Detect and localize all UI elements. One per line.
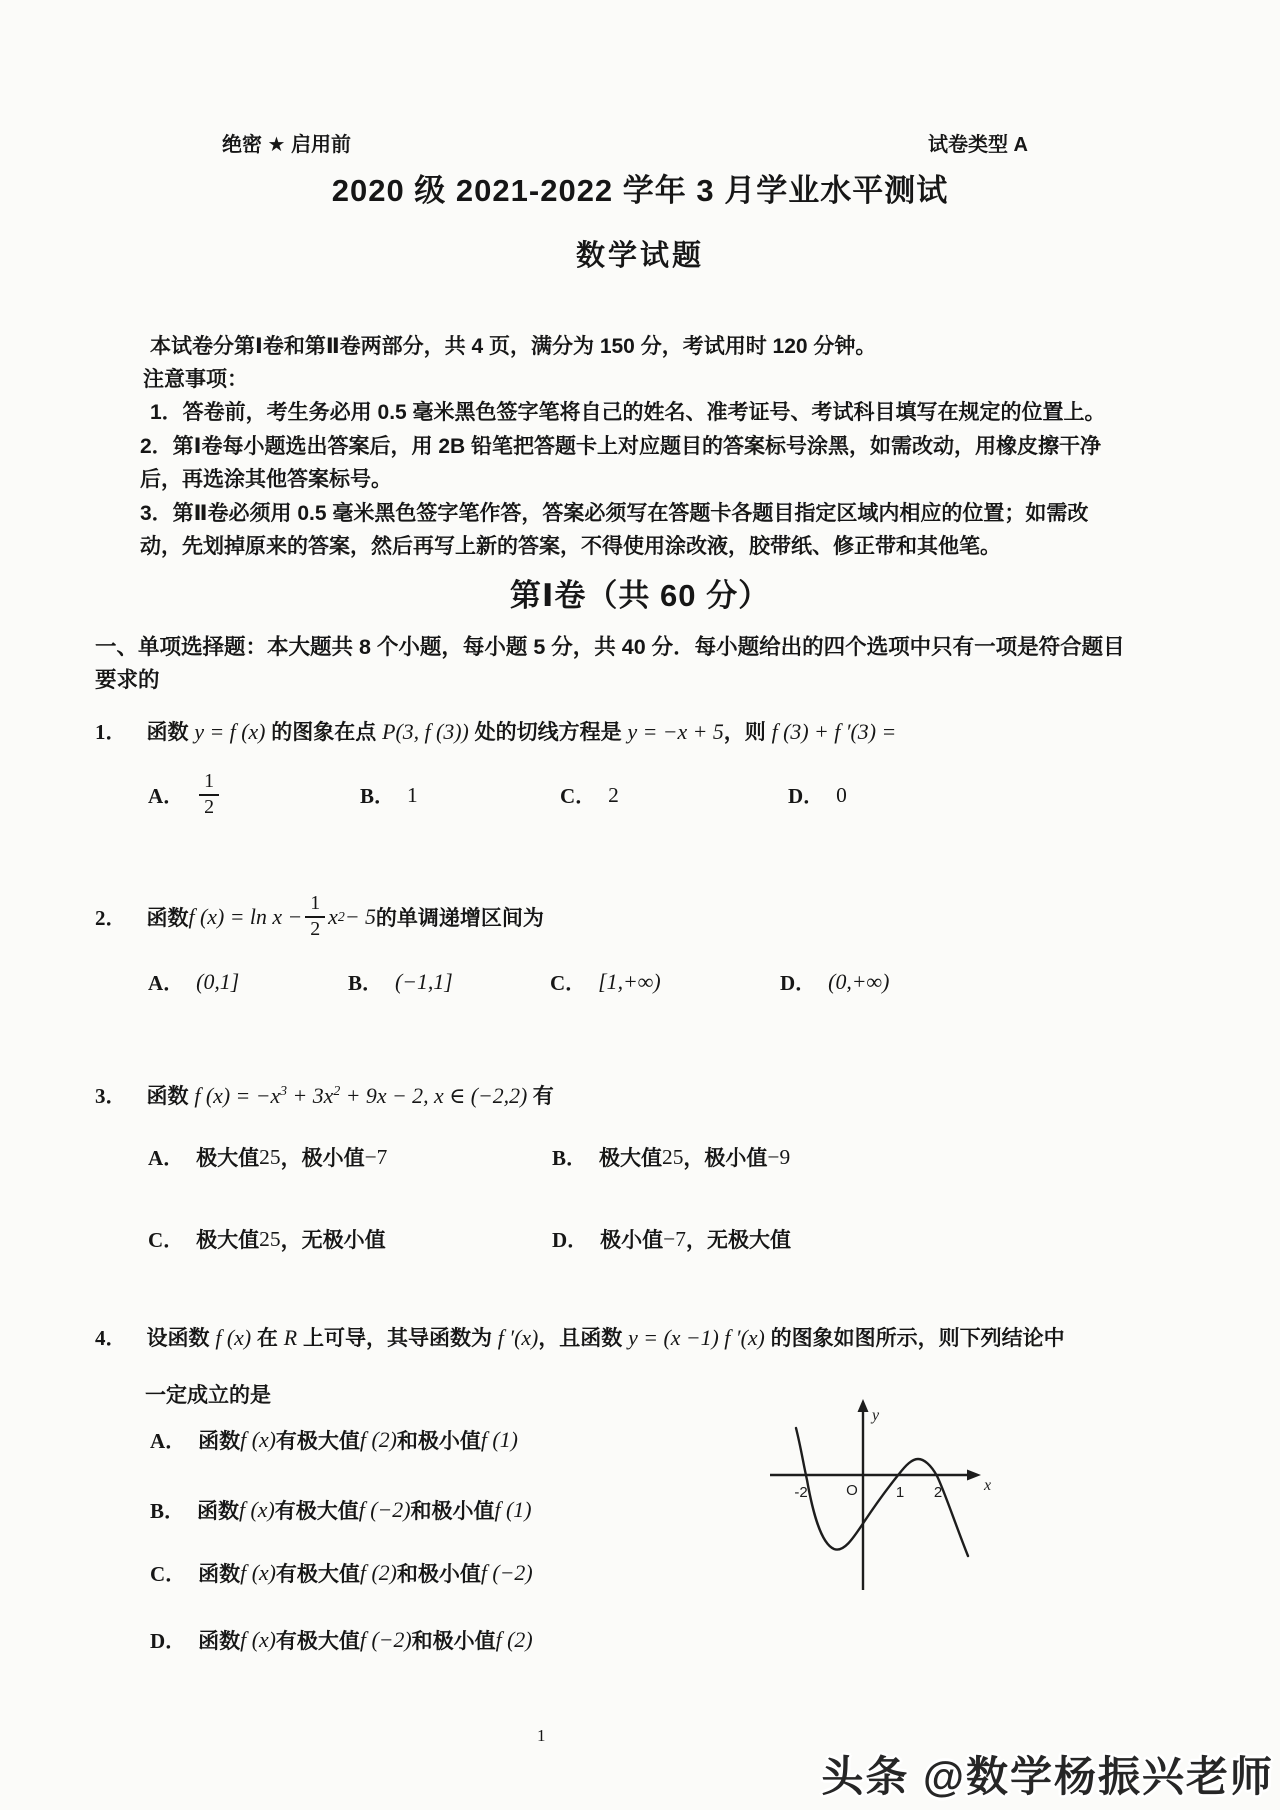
exam-summary: 本试卷分第Ⅰ卷和第Ⅱ卷两部分，共 4 页，满分为 150 分，考试用时 120 分钟。 <box>150 335 877 358</box>
q2-option-d <box>780 962 889 1002</box>
question-4-number: 4． <box>95 1326 127 1350</box>
q4-option-a <box>150 1425 518 1455</box>
x-axis-arrow-icon <box>967 1470 981 1481</box>
origin-label: O <box>846 1482 858 1499</box>
q1-option-b <box>360 764 418 826</box>
q1-option-d <box>788 764 847 826</box>
q1-option-b-value: 1 <box>407 782 418 807</box>
q1-option-d-value: 0 <box>836 782 847 807</box>
q2-option-c-label: C． <box>550 971 587 995</box>
q1-option-a-value: $\frac{1}{2}$ <box>196 771 222 818</box>
watermark: 头条 @数学杨振兴老师 <box>821 1753 1274 1800</box>
tick-label-neg2: -2 <box>794 1484 808 1501</box>
q1-option-c-label: C． <box>560 784 597 808</box>
question-2 <box>95 886 544 948</box>
q4-option-a-value: 函数 f (x) 有极大值 f (2) 和极小值 f (1) <box>198 1427 518 1453</box>
q1-option-a-label: A． <box>148 784 185 808</box>
q3-option-c-label: C． <box>148 1228 185 1252</box>
x-axis-label: x <box>984 1477 992 1494</box>
question-3-stem: 函数 f $(x) = -x^3 + 3x^2 + 9x - 2$, x ∈ (−2,2) 有 <box>146 1083 554 1108</box>
notice-item-3-line1: 3．第Ⅱ卷必须用 0.5 毫米黑色签字笔作答，答案必须写在答题卡各题目指定区域内相应的位置；如需改 <box>140 502 1089 525</box>
q2-option-c <box>550 962 661 1002</box>
q2-option-d-value: (0,+∞) <box>828 969 890 994</box>
q4-option-c <box>150 1558 533 1588</box>
q2-option-a-label: A． <box>148 971 185 995</box>
exam-title: 2020 级 2021-2022 学年 3 月学业水平测试 <box>331 173 949 208</box>
section1-instruction-line2: 要求的 <box>95 668 160 692</box>
q4-option-b-value: 函数 f (x) 有极大值 f (−2) 和极小值 f (1) <box>197 1497 532 1523</box>
q3-option-a-value: 极大值 25 ，极小值 −7 <box>196 1144 388 1170</box>
page-number: 1 <box>537 1726 546 1745</box>
notice-item-1: 1．答卷前，考生务必用 0.5 毫米黑色签字笔将自己的姓名、准考证号、考试科目填写在规定的位置上。 <box>150 401 1106 424</box>
y-axis-arrow-icon <box>858 1399 869 1412</box>
question-4-stem-line1: 设函数 f (x) 在 R 上可导，其导函数为 f ′(x)，且函数 y = (x −1) f ′(x) 的图象如图所示，则下列结论中 <box>146 1326 1065 1350</box>
q3-option-d-label: D． <box>552 1228 589 1252</box>
q1-option-a <box>148 764 222 826</box>
notice-title: 注意事项： <box>143 368 248 391</box>
part1-title: 第Ⅰ卷（共 60 分） <box>509 578 771 613</box>
q4-option-c-label: C． <box>150 1562 187 1586</box>
q1-option-c-value: 2 <box>608 782 619 807</box>
y-axis-label: y <box>872 1407 880 1424</box>
q4-option-b-label: B． <box>150 1499 186 1523</box>
question-1-number: 1． <box>95 720 127 744</box>
paper-type-label: 试卷类型 A <box>928 134 1028 156</box>
q3-option-b-label: B． <box>552 1146 588 1170</box>
q2-option-b-value: (−1,1] <box>395 969 453 994</box>
tick-label-1: 1 <box>895 1484 905 1501</box>
q3-option-a-label: A． <box>148 1146 185 1170</box>
q1-option-d-label: D． <box>788 784 825 808</box>
q2-option-d-label: D． <box>780 971 817 995</box>
q4-option-d-value: 函数 f (x) 有极大值 f (−2) 和极小值 f (2) <box>198 1627 533 1653</box>
q4-option-b <box>150 1495 531 1525</box>
q4-option-c-value: 函数 f (x) 有极大值 f (2) 和极小值 f (−2) <box>198 1560 533 1586</box>
function-curve <box>796 1428 968 1556</box>
question-1 <box>95 716 896 746</box>
q3-option-c <box>148 1224 386 1254</box>
q3-option-b-value: 极大值 25 ，极小值 −9 <box>599 1144 791 1170</box>
question-4-stem-line2: 一定成立的是 <box>145 1384 271 1407</box>
notice-item-3-line2: 动，先划掉原来的答案，然后再写上新的答案，不得使用涂改液，胶带纸、修正带和其他笔。 <box>140 535 1001 558</box>
q2-option-c-value: [1,+∞) <box>598 969 661 994</box>
question-2-number: 2． <box>95 906 127 930</box>
q3-option-a <box>148 1142 387 1172</box>
exam-subtitle: 数学试题 <box>575 240 704 272</box>
question-1-stem: 函数 y = f (x) 的图象在点 P(3, f (3)) 处的切线方程是 y = −x + 5，则 f (3) + f ′(3) = <box>146 720 897 744</box>
security-marking: 绝密 ★ 启用前 <box>222 134 352 156</box>
q3-option-d <box>552 1224 791 1254</box>
q4-derivative-graph <box>760 1398 1000 1594</box>
notice-item-2-line2: 后，再选涂其他答案标号。 <box>140 468 392 491</box>
q1-option-b-label: B． <box>360 784 396 808</box>
question-4 <box>95 1322 1065 1352</box>
q2-option-b <box>348 962 453 1002</box>
section1-instruction-line1: 一、单项选择题：本大题共 8 个小题，每小题 5 分，共 40 分．每小题给出的四个选项中只有一项是符合题目 <box>95 635 1125 659</box>
q4-option-d <box>150 1625 533 1655</box>
question-3-number: 3． <box>95 1084 127 1108</box>
q2-option-a-value: (0,1] <box>196 969 240 994</box>
notice-item-2-line1: 2．第Ⅰ卷每小题选出答案后，用 2B 铅笔把答题卡上对应题目的答案标号涂黑，如需改动，用橡皮擦干净 <box>140 435 1102 458</box>
question-2-stem: 函数 f (x) = ln x − $\frac{1}{2}$ x 2 − 5 的单调递增区间为 <box>146 892 544 940</box>
q2-option-b-label: B． <box>348 971 384 995</box>
q4-option-a-label: A． <box>150 1429 187 1453</box>
question-3 <box>95 1080 554 1110</box>
q3-option-c-value: 极大值 25 ，无极小值 <box>196 1226 386 1252</box>
q2-option-a <box>148 962 239 1002</box>
q3-option-d-value: 极小值 −7 ，无极大值 <box>600 1226 791 1252</box>
q3-option-b <box>552 1142 790 1172</box>
tick-label-2: 2 <box>933 1484 943 1501</box>
q4-option-d-label: D． <box>150 1629 187 1653</box>
q1-option-c <box>560 764 619 826</box>
